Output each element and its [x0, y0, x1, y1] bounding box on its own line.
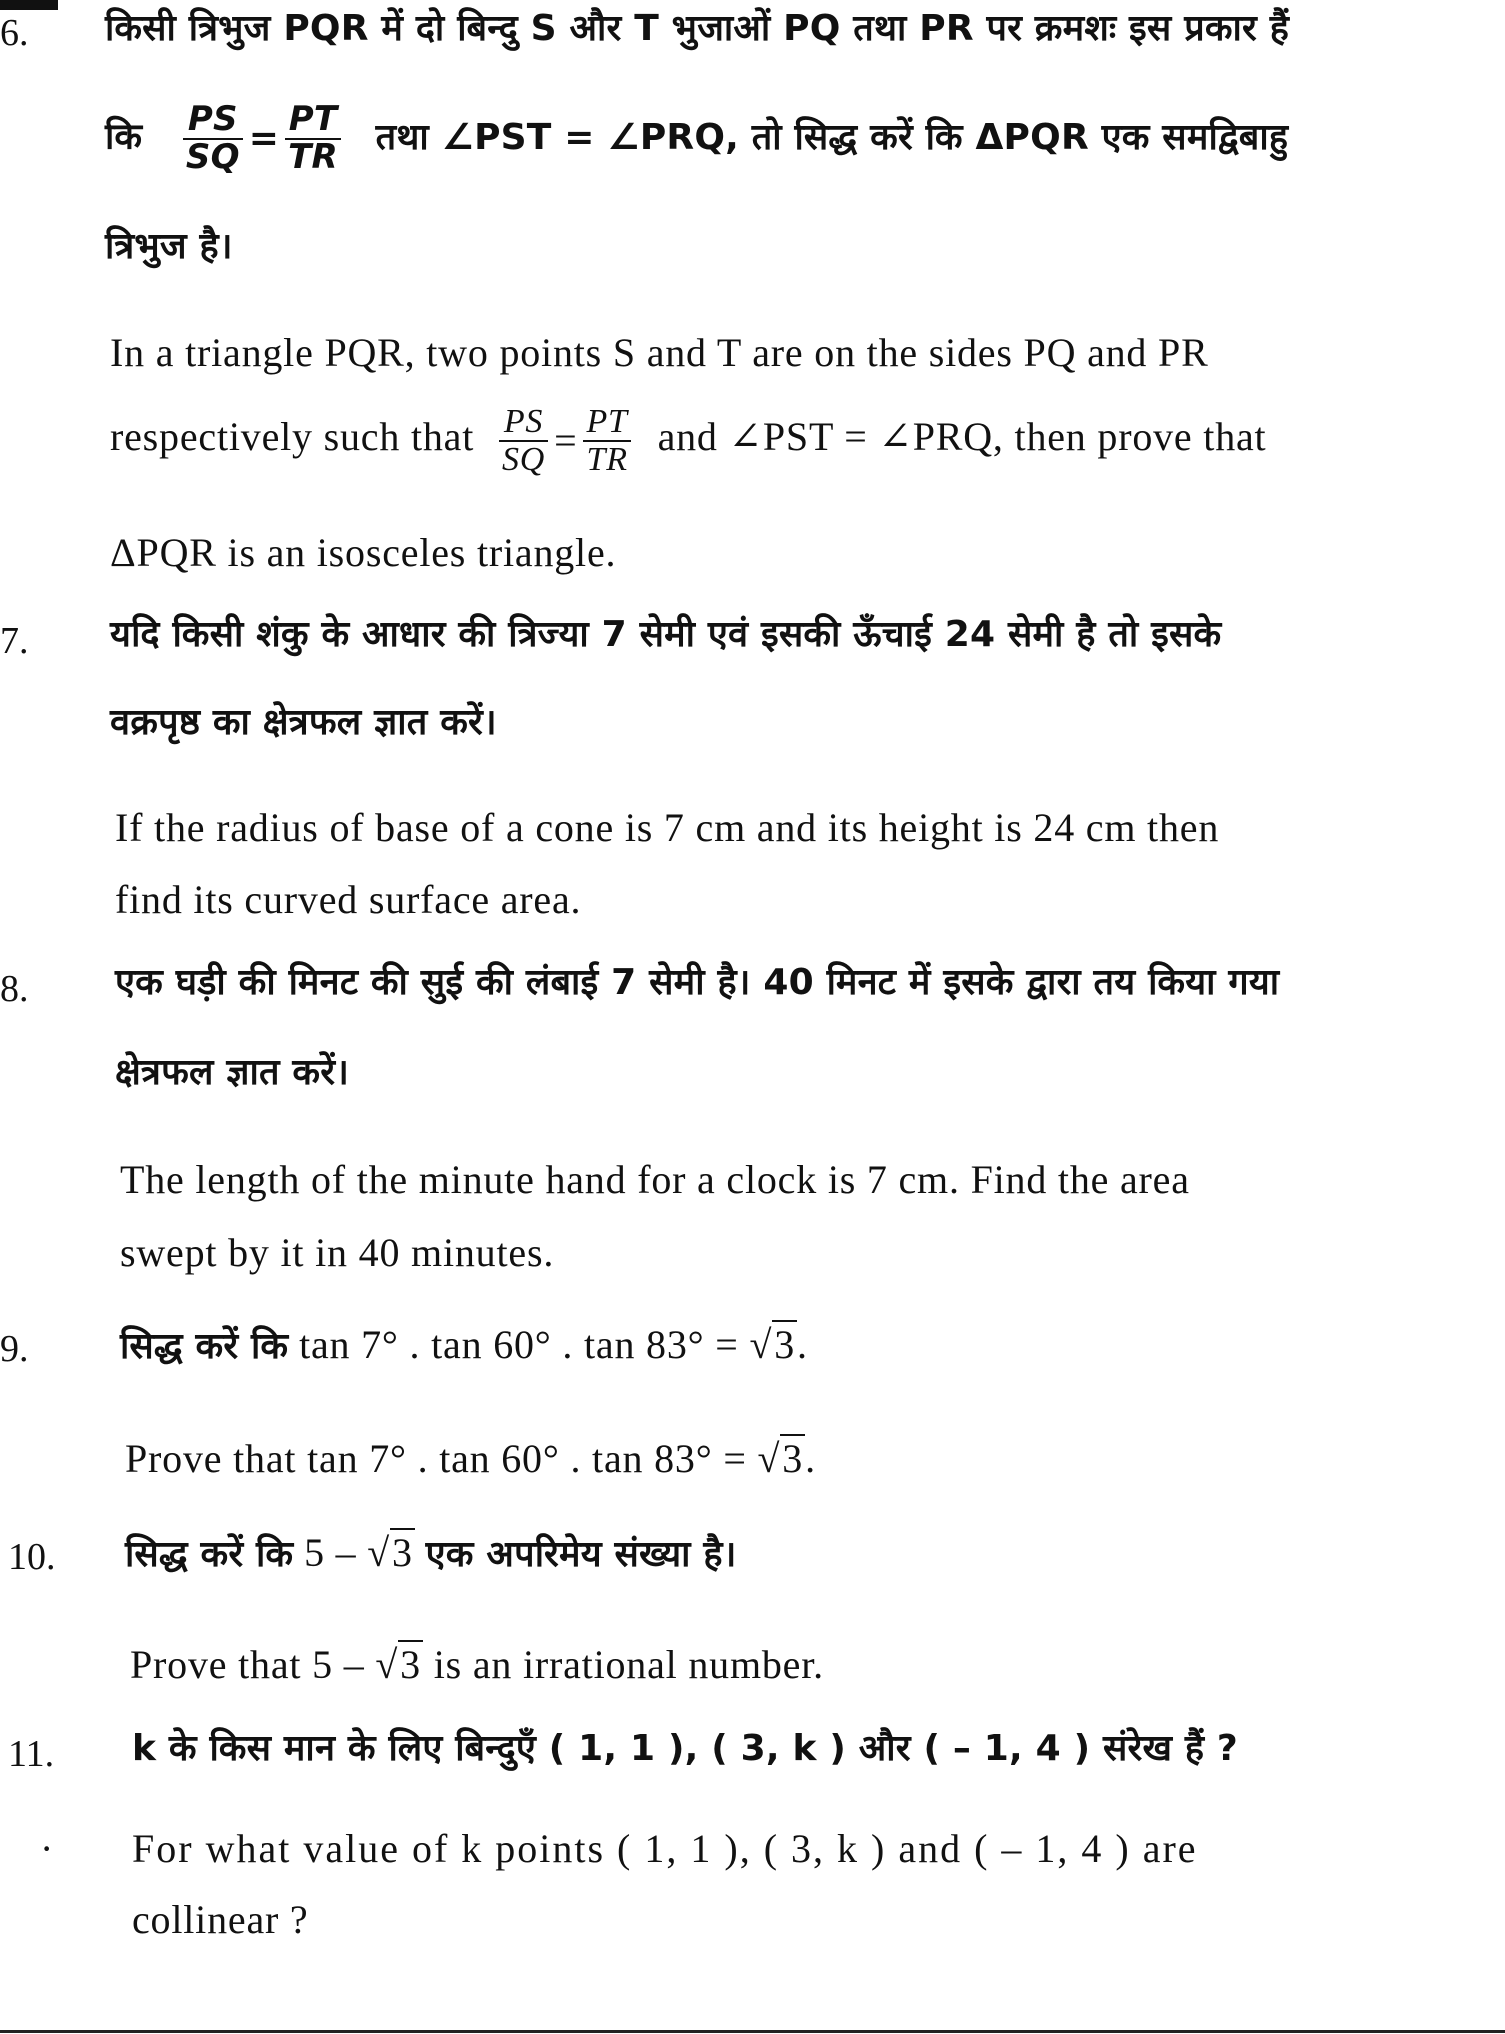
q7-english-line-1: If the radius of base of a cone is 7 cm and its height is 24 cm then — [115, 805, 1220, 850]
q11-bullet: · — [40, 1826, 55, 1871]
sqrt-sign: √ — [749, 1322, 773, 1367]
q6-english-line-2-rest: and ∠PST = ∠PRQ, then prove that — [657, 413, 1267, 459]
equals-sign: = — [554, 417, 578, 463]
fraction-denominator: SQ — [185, 136, 240, 177]
question-number-10: 10. — [8, 1536, 56, 1578]
q10-english-line — [130, 1642, 824, 1688]
q10-expression-five: 5 – — [312, 1642, 365, 1687]
fraction-pt-tr — [583, 404, 630, 477]
fraction-ps-sq — [183, 99, 243, 177]
q6-english-line-3: ΔPQR is an isosceles triangle. — [110, 530, 617, 575]
q6-hindi-line-1: किसी त्रिभुज PQR में दो बिन्दु S और T भुजाओं PQ तथा PR पर क्रमशः इस प्रकार हैं — [105, 8, 1290, 49]
q6-english-line-2-start: respectively such that — [110, 413, 475, 459]
fraction-denominator: TR — [586, 440, 628, 478]
fraction-pt-tr — [285, 99, 341, 177]
q10-expression-five: 5 – — [304, 1530, 357, 1575]
sqrt-sign: √ — [367, 1530, 391, 1575]
q7-hindi-line-1: यदि किसी शंकु के आधार की त्रिज्या 7 सेमी एवं इसकी ऊँचाई 24 सेमी है तो इसके — [110, 614, 1222, 655]
fraction-ps-sq — [499, 404, 548, 477]
fraction-denominator: SQ — [501, 440, 546, 478]
sqrt-radicand: 3 — [392, 1530, 413, 1575]
fraction-numerator: PT — [285, 102, 341, 140]
corner-mark — [0, 0, 58, 10]
q6-english-line-1: In a triangle PQR, two points S and T are on the sides PQ and PR — [110, 330, 1209, 375]
q9-hindi-prefix: सिद्ध करें कि — [120, 1326, 289, 1367]
sqrt-radicand: 3 — [782, 1436, 804, 1481]
sqrt-three — [749, 1322, 797, 1368]
sqrt-three — [375, 1642, 423, 1688]
fraction-denominator: TR — [288, 136, 338, 177]
q11-english-line-2: collinear ? — [132, 1897, 309, 1942]
q9-english-expression: tan 7° . tan 60° . tan 83° = — [307, 1436, 747, 1481]
q7-hindi-line-2: वक्रपृष्ठ का क्षेत्रफल ज्ञात करें। — [110, 702, 497, 743]
q8-hindi-line-2: क्षेत्रफल ज्ञात करें। — [115, 1052, 350, 1093]
sqrt-three — [758, 1436, 806, 1482]
sqrt-sign: √ — [375, 1642, 399, 1687]
q9-expression: tan 7° . tan 60° . tan 83° = — [299, 1322, 739, 1367]
q10-hindi-line — [125, 1530, 737, 1576]
q9-hindi-line — [120, 1322, 808, 1368]
q10-hindi-prefix: सिद्ध करें कि — [125, 1534, 294, 1575]
question-number-11: 11. — [8, 1733, 55, 1775]
q9-period: . — [797, 1322, 808, 1367]
question-number-9: 9. — [0, 1328, 29, 1370]
q6-hindi-ki: कि — [105, 116, 143, 158]
q6-hindi-line-2-rest: तथा ∠PST = ∠PRQ, तो सिद्ध करें कि ΔPQR एक समद्विबाहु — [375, 116, 1289, 158]
q9-english-prefix: Prove that — [125, 1436, 297, 1481]
q8-english-line-1: The length of the minute hand for a clock is 7 cm. Find the area — [120, 1157, 1190, 1202]
q6-hindi-line-3: त्रिभुज है। — [105, 226, 233, 267]
sqrt-radicand: 3 — [400, 1642, 421, 1687]
q10-english-prefix: Prove that — [130, 1642, 302, 1687]
sqrt-radicand: 3 — [774, 1322, 796, 1367]
fraction-numerator: PS — [499, 404, 548, 442]
fraction-numerator: PS — [183, 102, 243, 140]
q8-hindi-line-1: एक घड़ी की मिनट की सुई की लंबाई 7 सेमी है। 40 मिनट में इसके द्वारा तय किया गया — [115, 962, 1280, 1003]
equals-sign: = — [248, 117, 280, 159]
question-number-7: 7. — [0, 620, 29, 662]
q7-english-line-2: find its curved surface area. — [115, 877, 582, 922]
q6-hindi-line-2 — [105, 99, 1289, 177]
q6-english-line-2 — [110, 404, 1266, 477]
question-number-8: 8. — [0, 968, 29, 1010]
q11-hindi-line-1: k के किस मान के लिए बिन्दुएँ ( 1, 1 ), ( 3, k ) और ( – 1, 4 ) संरेख हैं ? — [132, 1728, 1238, 1769]
q8-english-line-2: swept by it in 40 minutes. — [120, 1230, 555, 1275]
sqrt-three — [367, 1530, 415, 1576]
q10-english-suffix: is an irrational number. — [433, 1642, 824, 1687]
fraction-numerator: PT — [583, 404, 630, 442]
q11-english-line-1: For what value of k points ( 1, 1 ), ( 3, k ) and ( – 1, 4 ) are — [132, 1826, 1198, 1871]
q9-english-line — [125, 1436, 816, 1482]
sqrt-sign: √ — [757, 1436, 781, 1481]
question-number-6: 6. — [0, 12, 29, 54]
q10-hindi-suffix: एक अपरिमेय संख्या है। — [425, 1534, 737, 1575]
bottom-rule — [0, 2030, 1505, 2033]
q9-period: . — [805, 1436, 816, 1481]
